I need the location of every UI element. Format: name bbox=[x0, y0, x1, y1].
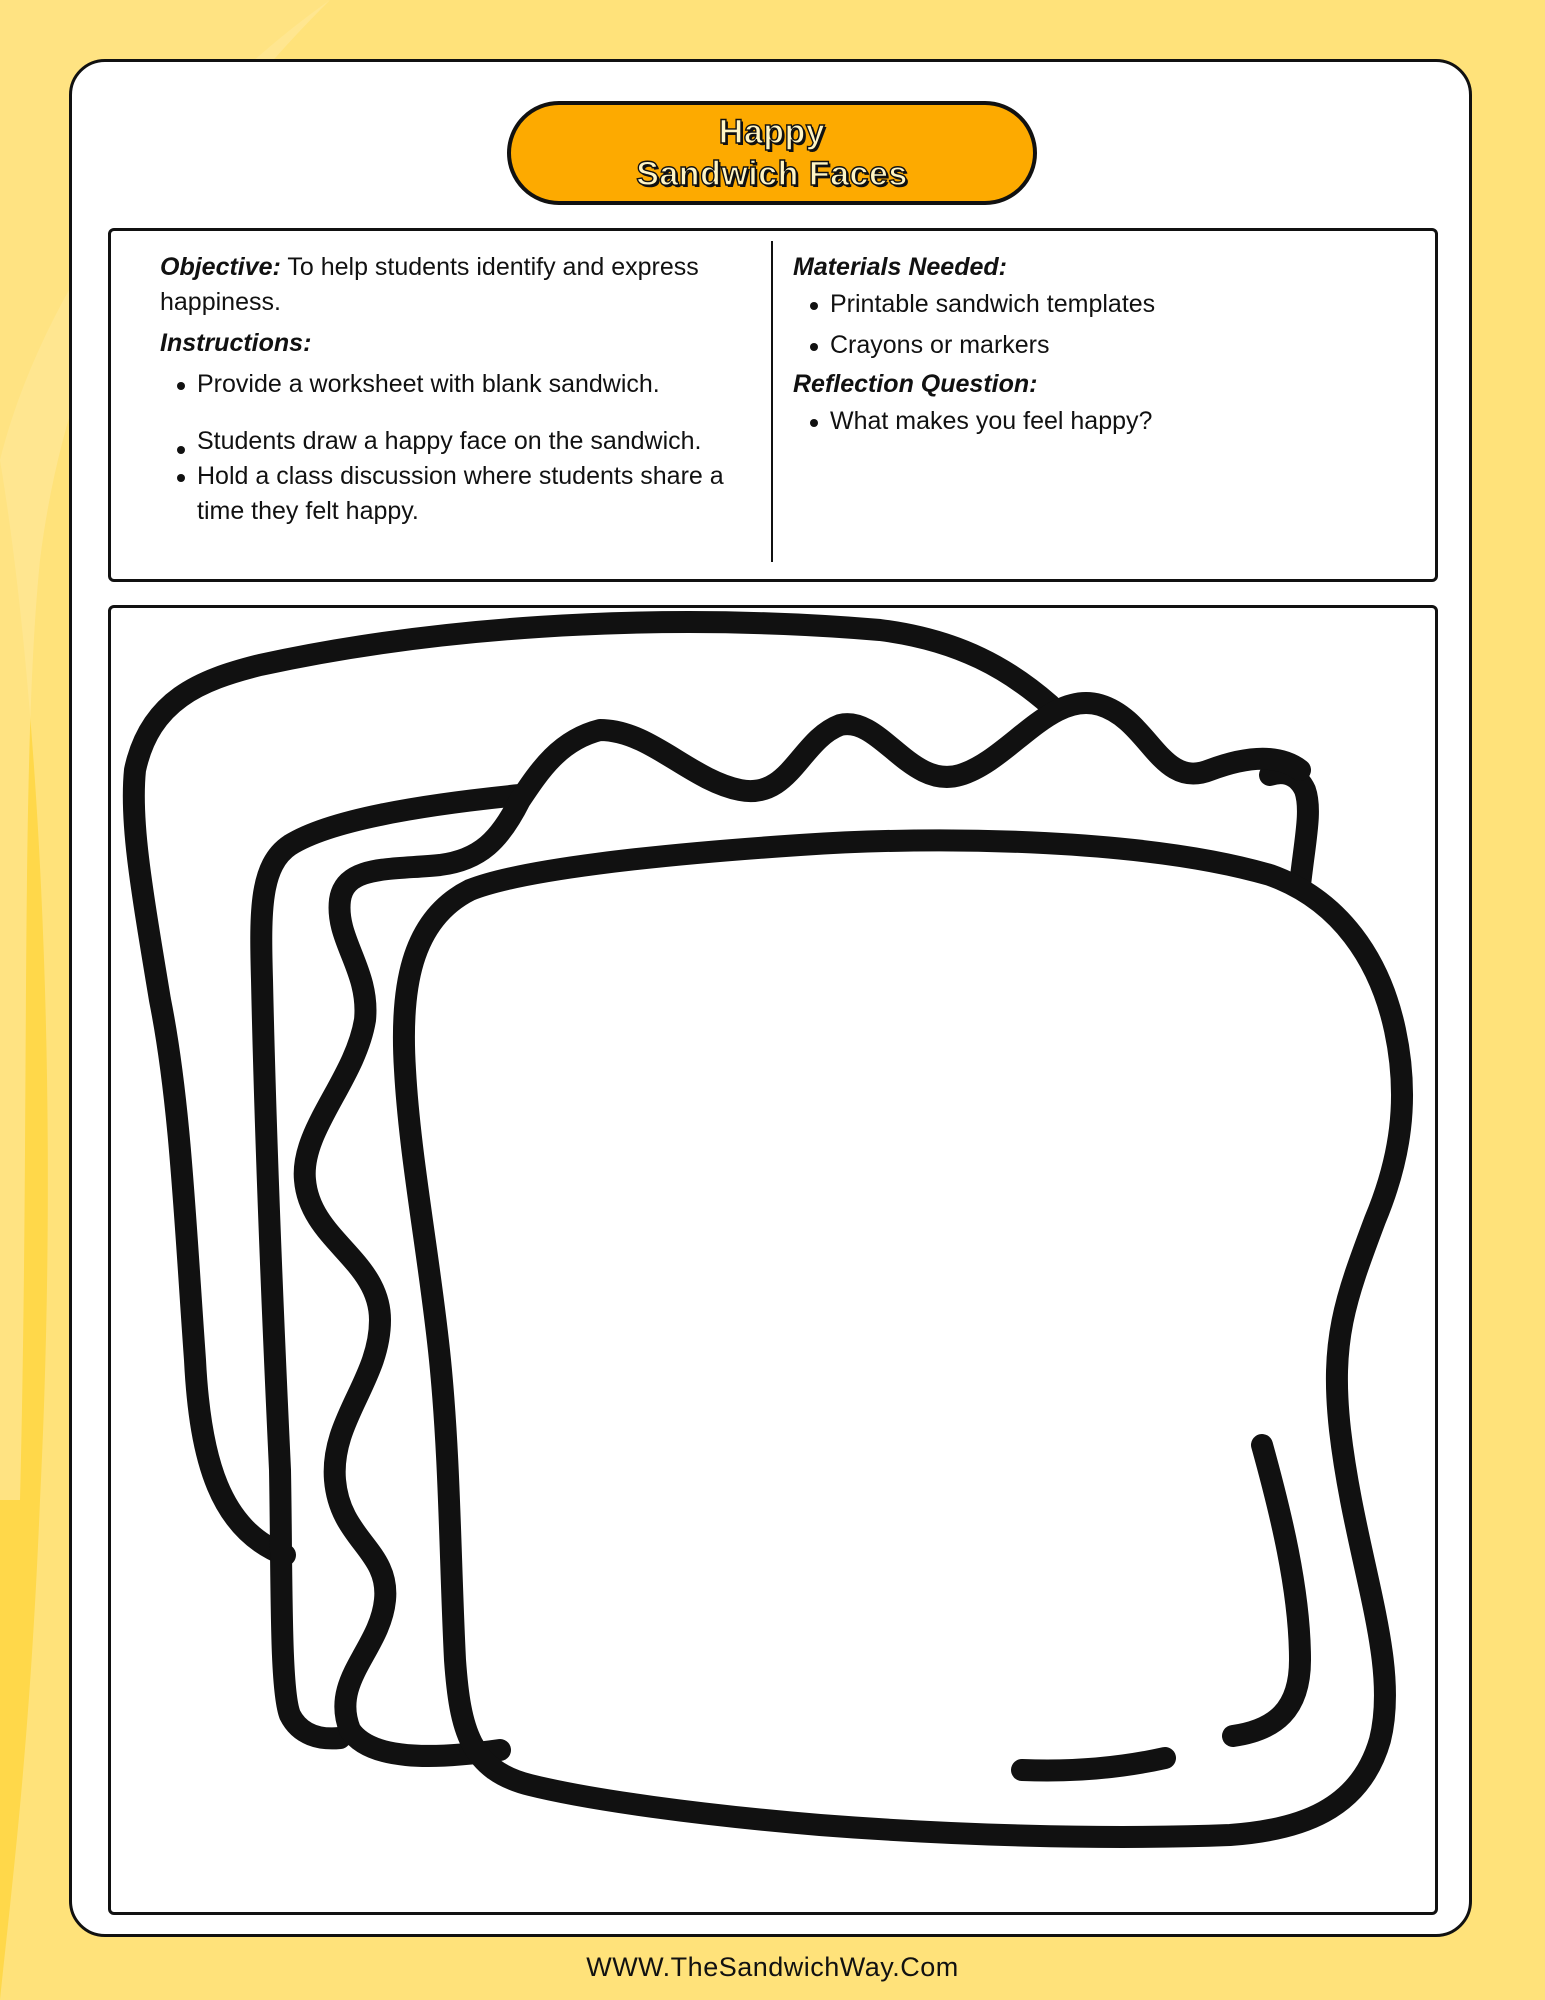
shine-curve bbox=[1233, 1445, 1300, 1736]
reflection-item: What makes you feel happy? bbox=[793, 404, 1413, 439]
title-line-1: Happy bbox=[718, 113, 826, 151]
instruction-item: Hold a class discussion where students share a time they felt happy. bbox=[160, 459, 760, 529]
objective-label: Objective: bbox=[160, 253, 281, 281]
instruction-item: Provide a worksheet with blank sandwich. bbox=[160, 367, 760, 402]
title-line-2: Sandwich Faces bbox=[636, 155, 908, 193]
reflection-label: Reflection Question: bbox=[793, 370, 1038, 398]
footer-url[interactable]: WWW.TheSandwichWay.Com bbox=[586, 1952, 959, 1982]
material-item: Crayons or markers bbox=[793, 328, 1413, 363]
instruction-item: Students draw a happy face on the sandwich. bbox=[160, 424, 760, 459]
front-bread-slice bbox=[404, 840, 1402, 1837]
instructions-label: Instructions: bbox=[160, 329, 312, 357]
objective-text: To help students identify and express happiness. bbox=[160, 253, 699, 316]
materials-label: Materials Needed: bbox=[793, 253, 1007, 281]
shine-dash bbox=[1022, 1758, 1165, 1771]
material-item: Printable sandwich templates bbox=[793, 287, 1413, 322]
